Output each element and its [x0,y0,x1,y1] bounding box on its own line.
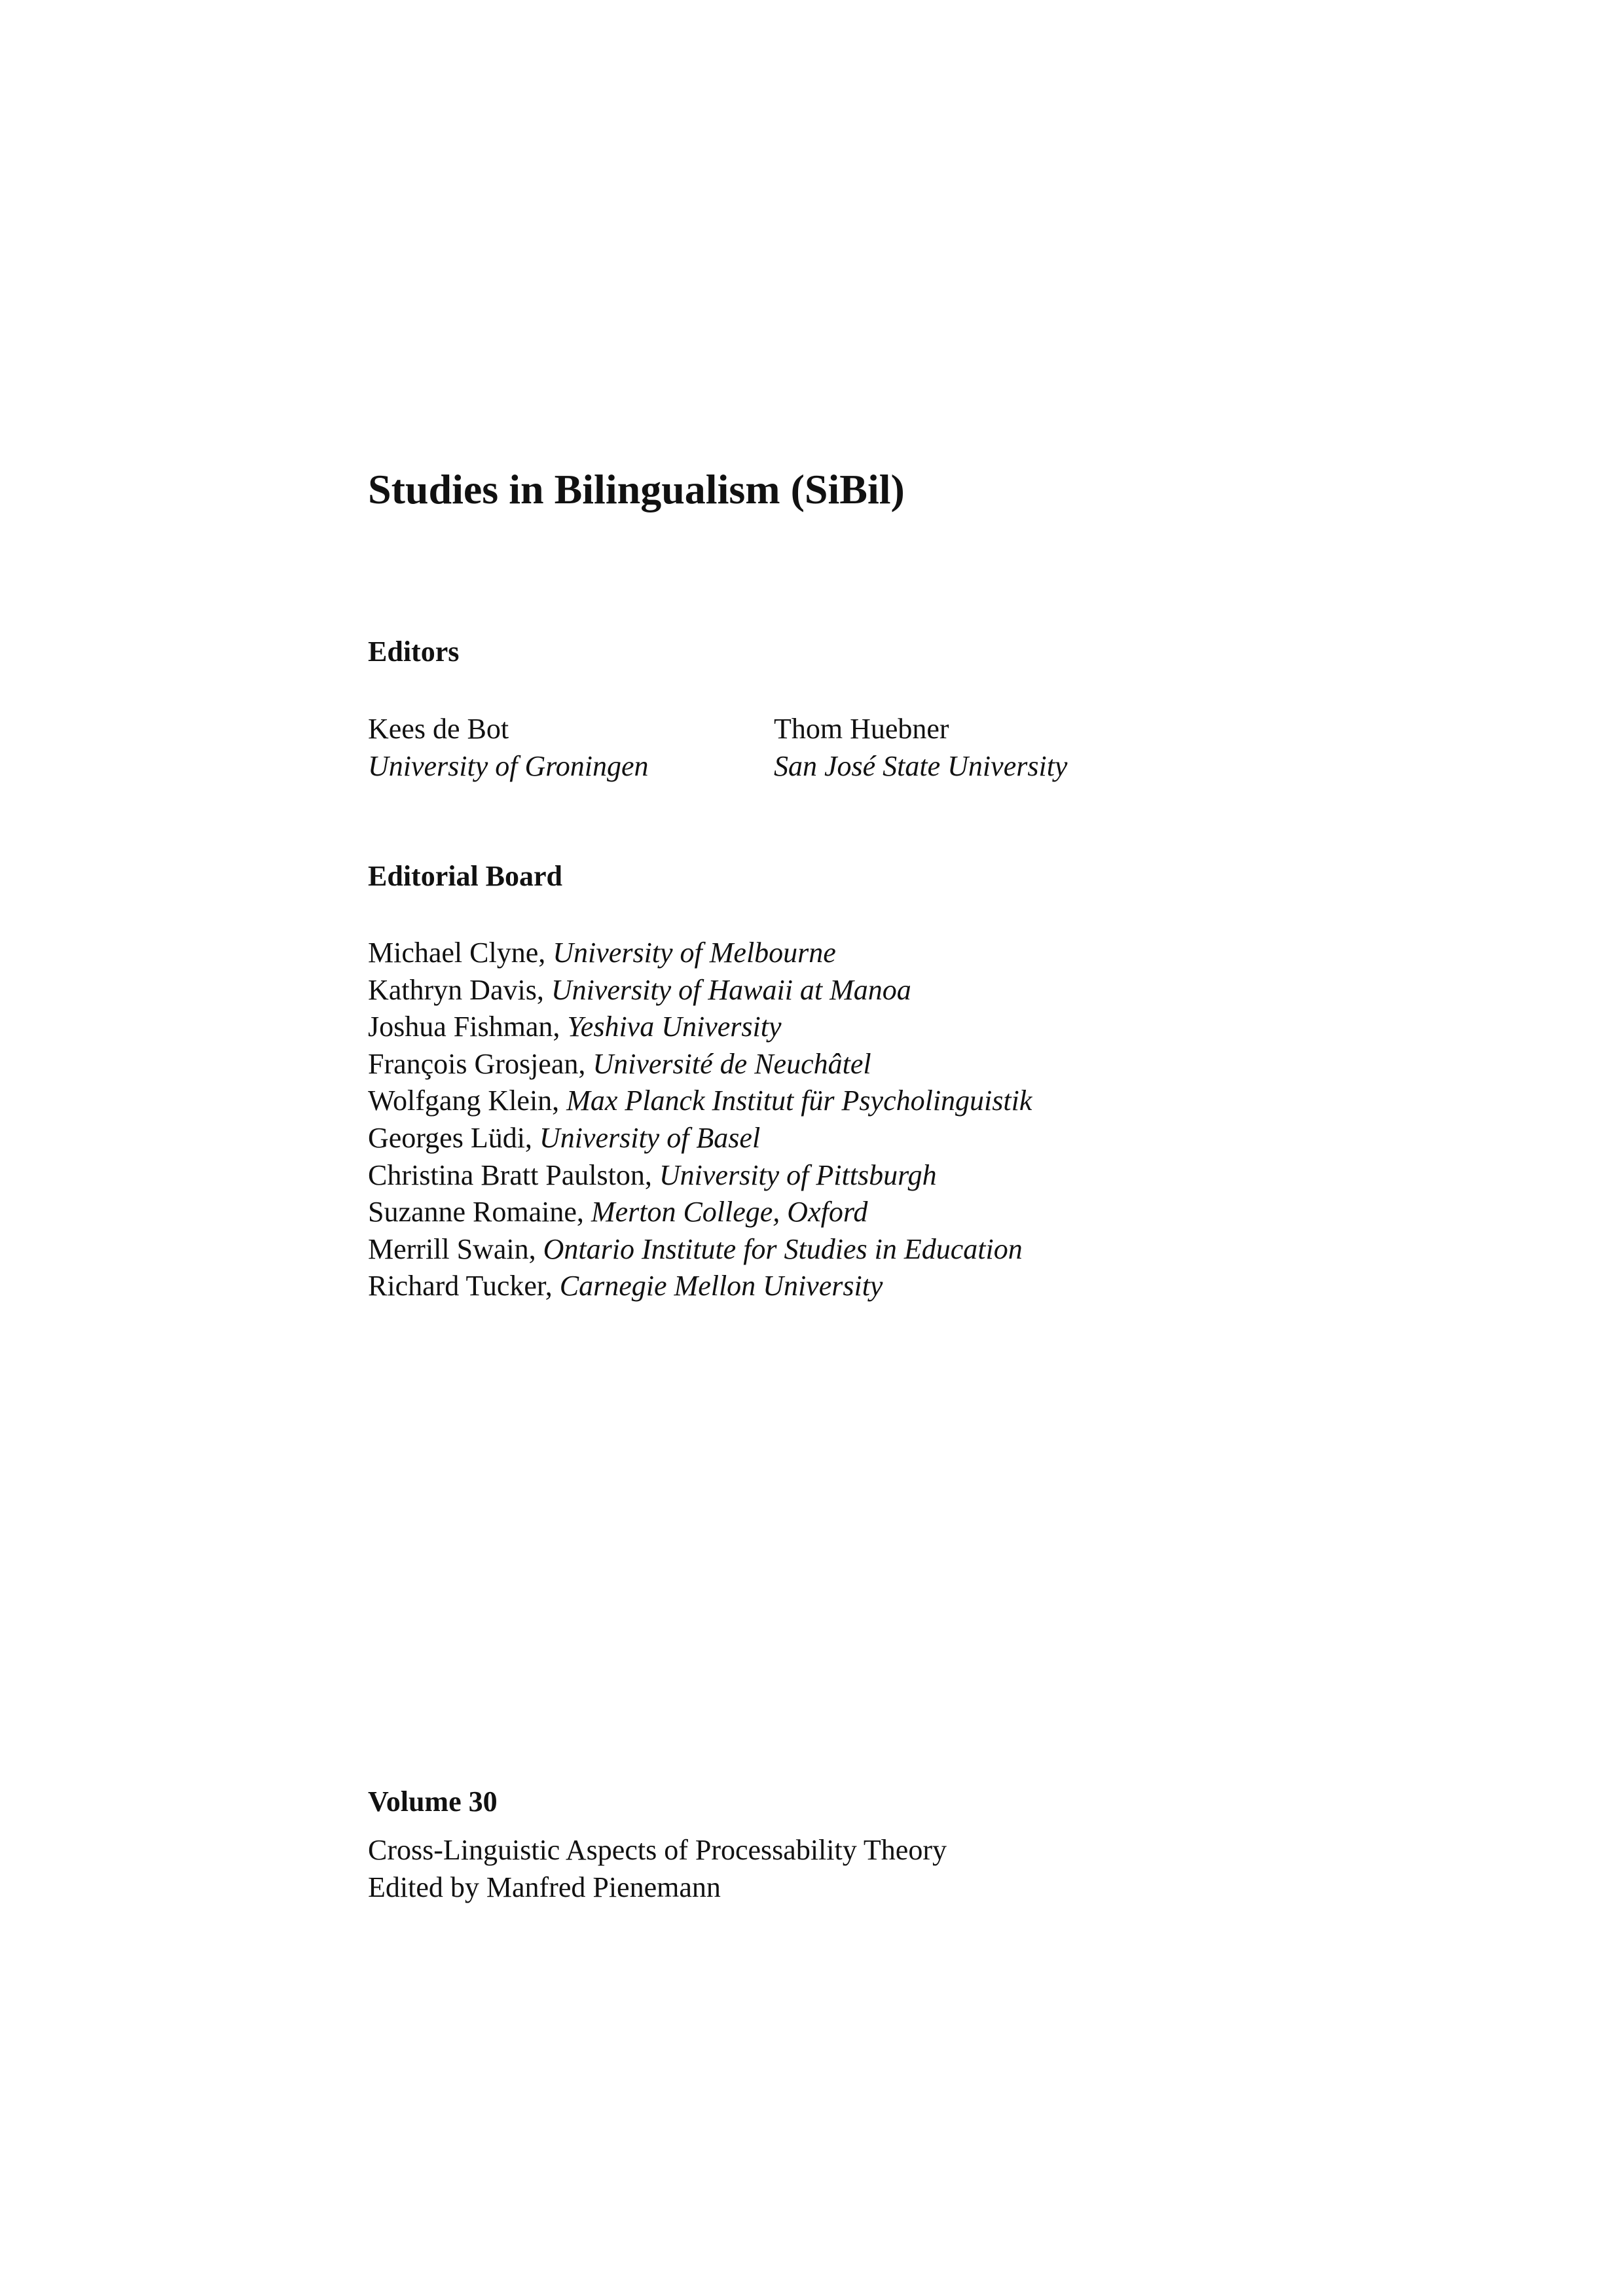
board-member: Richard Tucker, Carnegie Mellon University [368,1270,883,1302]
board-member-affiliation: University of Hawaii at Manoa [551,973,911,1006]
board-member: Michael Clyne, University of Melbourne [368,937,836,969]
editor-affiliation: University of Groningen [368,750,649,782]
board-member-affiliation: Max Planck Institut für Psycholinguistik [566,1085,1032,1117]
editors-heading: Editors [368,636,460,668]
board-member-affiliation: Université de Neuchâtel [593,1047,871,1080]
board-member-name: Joshua Fishman [368,1011,553,1043]
board-member-name: Christina Bratt Paulston [368,1158,645,1191]
volume-details [368,1831,947,1906]
board-member-affiliation: University of Pittsburgh [659,1158,937,1191]
volume-editor: Edited by Manfred Pienemann [368,1871,721,1903]
series-title: Studies in Bilingualism (SiBil) [368,466,905,512]
board-member-name: Michael Clyne [368,937,539,969]
board-member-affiliation: Merton College, Oxford [591,1196,868,1229]
volume-title: Cross-Linguistic Aspects of Processability Theory [368,1834,947,1866]
editor-name: Kees de Bot [368,713,509,745]
board-member-name: Georges Lüdi [368,1121,525,1154]
board-member: François Grosjean, Université de Neuchâtel [368,1047,871,1080]
board-member: Wolfgang Klein, Max Planck Institut für Psycholinguistik [368,1085,1032,1117]
board-member-name: Merrill Swain [368,1232,529,1265]
board-member-name: François Grosjean [368,1047,579,1080]
board-member-affiliation: Yeshiva University [567,1011,782,1043]
board-member-name: Suzanne Romaine [368,1196,577,1229]
board-member-affiliation: University of Melbourne [553,937,836,969]
editorial-board-list [368,935,1032,1305]
board-member: Georges Lüdi, University of Basel [368,1121,761,1154]
volume-heading: Volume 30 [368,1785,498,1818]
board-member: Suzanne Romaine, Merton College, Oxford [368,1196,868,1229]
board-member: Merrill Swain, Ontario Institute for Studies in Education [368,1232,1023,1265]
board-member-name: Kathryn Davis [368,973,537,1006]
editor-name: Thom Huebner [774,713,949,745]
board-member-name: Richard Tucker [368,1270,545,1302]
editor-entry [774,710,1067,785]
board-member: Christina Bratt Paulston, University of Pittsburgh [368,1158,937,1191]
board-member-affiliation: University of Basel [539,1121,761,1154]
board-member: Kathryn Davis, University of Hawaii at Manoa [368,973,911,1006]
board-member: Joshua Fishman, Yeshiva University [368,1011,782,1043]
board-member-name: Wolfgang Klein [368,1085,553,1117]
editorial-board-heading: Editorial Board [368,860,563,892]
editor-entry [368,710,649,785]
board-member-affiliation: Carnegie Mellon University [559,1270,883,1302]
board-member-affiliation: Ontario Institute for Studies in Education [543,1232,1023,1265]
editor-affiliation: San José State University [774,750,1068,782]
